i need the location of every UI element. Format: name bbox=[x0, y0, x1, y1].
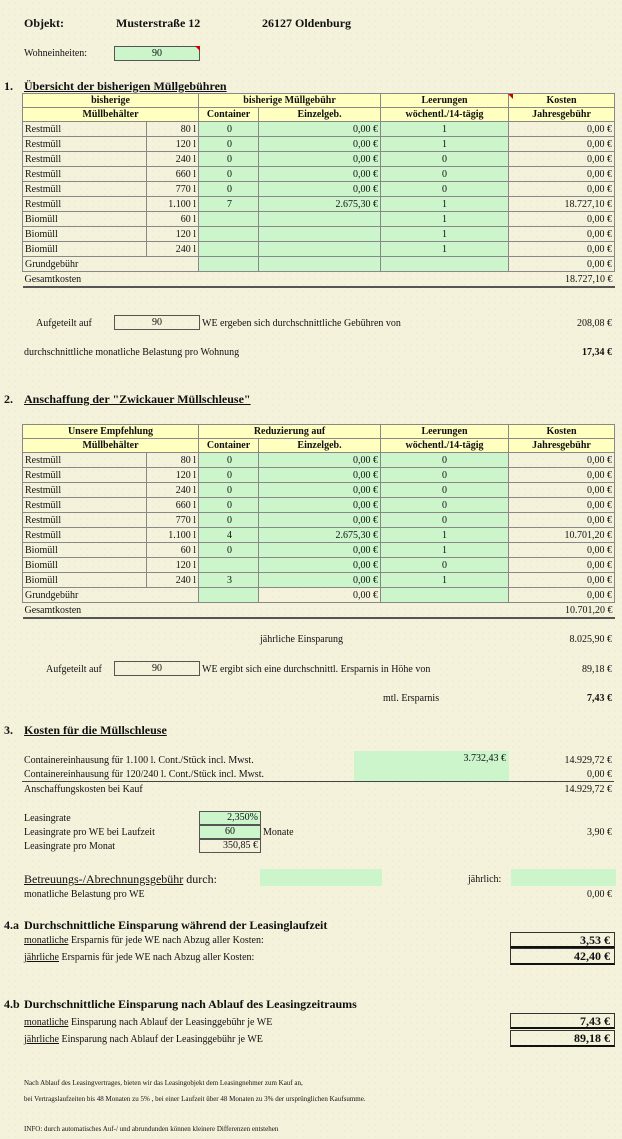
s4a-monthly-label bbox=[24, 935, 264, 946]
note-1: Nach Ablauf des Leasingvertrages, bieten wir das Leasingobjekt dem Leasingnehmer zum Kauf an, bbox=[24, 1079, 303, 1087]
bin-size: 60 l bbox=[147, 543, 199, 558]
gesamt-value: 18.727,10 € bbox=[509, 272, 615, 288]
aufgeteilt2-input[interactable]: 90 bbox=[114, 661, 200, 676]
table-row bbox=[23, 167, 615, 182]
bin-type: Restmüll bbox=[23, 167, 147, 182]
table-row-total bbox=[23, 272, 615, 288]
bin-size: 120 l bbox=[147, 137, 199, 152]
leasing-monat-label: Leasingrate pro Monat bbox=[24, 841, 116, 852]
col-header: Einzelgeb. bbox=[259, 439, 381, 453]
mtl-value: 7,43 € bbox=[587, 693, 612, 704]
einzel-gebuehr[interactable]: 0,00 € bbox=[259, 513, 381, 528]
betreuung-label-main: Betreuungs-/Abrechnungsgebühr bbox=[24, 872, 184, 886]
jahresgebuehr: 0,00 € bbox=[509, 453, 615, 468]
bin-type: Restmüll bbox=[23, 122, 147, 137]
s4b-yearly-value: 89,18 € bbox=[510, 1030, 615, 1047]
jahresgebuehr: 0,00 € bbox=[509, 558, 615, 573]
note-info: INFO: durch automatisches Auf-/ und abrundunden können kleinere Differenzen entstehen bbox=[24, 1125, 279, 1133]
s4b-monthly-label bbox=[24, 1017, 272, 1028]
container-count[interactable]: 0 bbox=[199, 453, 259, 468]
section-1-title: Übersicht der bisherigen Müllgebühren bbox=[24, 79, 227, 93]
kauf-label: Anschaffungskosten bei Kauf bbox=[24, 784, 143, 795]
jahresgebuehr: 0,00 € bbox=[509, 122, 615, 137]
einzel-gebuehr[interactable]: 0,00 € bbox=[259, 167, 381, 182]
aufgeteilt2-result: 89,18 € bbox=[582, 664, 612, 675]
betreuung-label bbox=[24, 872, 217, 887]
jahresgebuehr: 18.727,10 € bbox=[509, 197, 615, 212]
s4b-yearly-word: jährliche bbox=[24, 1034, 59, 1045]
einzel-gebuehr[interactable]: 0,00 € bbox=[259, 558, 381, 573]
table-1 bbox=[22, 93, 615, 288]
table-row bbox=[23, 453, 615, 468]
table-row bbox=[23, 257, 615, 272]
col-header: Kosten bbox=[509, 94, 615, 108]
s4a-yearly-word: jährliche bbox=[24, 952, 59, 963]
table-row-total bbox=[23, 603, 615, 619]
grund-einzel: 0,00 € bbox=[259, 588, 381, 603]
s4a-monthly-text: Ersparnis für jede WE nach Abzug aller Kosten: bbox=[68, 935, 264, 946]
table-row bbox=[23, 468, 615, 483]
leasingrate-label: Leasingrate bbox=[24, 813, 71, 824]
bin-size: 120 l bbox=[147, 558, 199, 573]
table-row bbox=[23, 573, 615, 588]
bin-type: Biomüll bbox=[23, 543, 147, 558]
aufgeteilt2-text: WE ergibt sich eine durchschnittl. Ersparnis in Höhe von bbox=[202, 664, 431, 675]
bin-size: 240 l bbox=[147, 242, 199, 257]
leerungen[interactable]: 1 bbox=[381, 227, 509, 242]
monat-text: durchschnittliche monatliche Belastung pro Wohnung bbox=[24, 347, 240, 358]
col-header: wöchentl./14-tägig bbox=[381, 439, 509, 453]
container-count[interactable]: 3 bbox=[199, 573, 259, 588]
section-4a-number: 4.a bbox=[4, 918, 19, 932]
leerungen[interactable]: 0 bbox=[381, 513, 509, 528]
table-row bbox=[23, 227, 615, 242]
jaehrlich-label: jährlich: bbox=[468, 874, 502, 885]
table-row bbox=[23, 558, 615, 573]
bin-type: Biomüll bbox=[23, 573, 147, 588]
jahresgebuehr: 0,00 € bbox=[509, 543, 615, 558]
bin-type: Restmüll bbox=[23, 483, 147, 498]
col-header: Container bbox=[199, 439, 259, 453]
leerungen[interactable]: 0 bbox=[381, 152, 509, 167]
section-4b-title: Durchschnittliche Einsparung nach Ablauf des Leasingzeitraums bbox=[24, 997, 357, 1011]
col-header: Jahresgebühr bbox=[509, 439, 615, 453]
bin-type: Restmüll bbox=[23, 498, 147, 513]
bin-size: 240 l bbox=[147, 152, 199, 167]
jahresgebuehr: 0,00 € bbox=[509, 468, 615, 483]
mon-belastung-value: 0,00 € bbox=[587, 889, 612, 900]
section-3-title: Kosten für die Müllschleuse bbox=[24, 723, 167, 737]
col-header: Müllbehälter bbox=[23, 439, 199, 453]
s4b-yearly-text: Einsparung nach Ablauf der Leasinggebühr je WE bbox=[58, 1034, 263, 1045]
mtl-label: mtl. Ersparnis bbox=[383, 693, 440, 704]
einzel-gebuehr[interactable]: 2.675,30 € bbox=[259, 197, 381, 212]
table-2 bbox=[22, 424, 615, 619]
aufgeteilt-text: WE ergeben sich durchschnittliche Gebühren von bbox=[202, 318, 401, 329]
col-header: Jahresgebühr bbox=[509, 108, 615, 122]
einzel-gebuehr[interactable]: 0,00 € bbox=[259, 137, 381, 152]
bin-type: Restmüll bbox=[23, 182, 147, 197]
grund-label: Grundgebühr bbox=[23, 257, 199, 272]
gesamt-label: Gesamtkosten bbox=[23, 272, 199, 288]
bin-size: 1.100 l bbox=[147, 528, 199, 543]
betreuung-label-suffix: durch: bbox=[183, 872, 217, 886]
laufzeit-input[interactable]: 60 bbox=[199, 825, 261, 839]
section-4a-title: Durchschnittliche Einsparung während der Leasinglaufzeit bbox=[24, 918, 328, 932]
bin-size: 80 l bbox=[147, 122, 199, 137]
gesamt-value: 10.701,20 € bbox=[509, 603, 615, 619]
jahresgebuehr: 0,00 € bbox=[509, 513, 615, 528]
container-count[interactable]: 0 bbox=[199, 513, 259, 528]
bin-size: 80 l bbox=[147, 453, 199, 468]
monate-label: Monate bbox=[263, 827, 294, 838]
bin-size: 660 l bbox=[147, 167, 199, 182]
table-row bbox=[23, 543, 615, 558]
jahresgebuehr: 0,00 € bbox=[509, 498, 615, 513]
leasing-monat-value: 350,85 € bbox=[199, 839, 261, 853]
jahresgebuehr: 0,00 € bbox=[509, 573, 615, 588]
col-header: Leerungen bbox=[381, 94, 509, 108]
container-count[interactable]: 0 bbox=[199, 498, 259, 513]
container-count[interactable]: 0 bbox=[199, 483, 259, 498]
col-header: Müllbehälter bbox=[23, 108, 199, 122]
gesamt-label: Gesamtkosten bbox=[23, 603, 199, 619]
table-row bbox=[23, 483, 615, 498]
objekt-label: Objekt: bbox=[24, 16, 64, 30]
leerungen[interactable]: 0 bbox=[381, 182, 509, 197]
s4b-monthly-word: monatliche bbox=[24, 1017, 69, 1028]
container-240-value: 0,00 € bbox=[587, 769, 612, 780]
s4a-yearly-text: Ersparnis für jede WE nach Abzug aller Kosten: bbox=[58, 952, 255, 963]
container-1100-value: 14.929,72 € bbox=[564, 755, 612, 766]
col-header: Container bbox=[199, 108, 259, 122]
jahresgebuehr: 0,00 € bbox=[509, 137, 615, 152]
leerungen[interactable]: 1 bbox=[381, 212, 509, 227]
table-row bbox=[23, 122, 615, 137]
einzel-gebuehr[interactable]: 0,00 € bbox=[259, 182, 381, 197]
bin-type: Biomüll bbox=[23, 558, 147, 573]
bin-size: 1.100 l bbox=[147, 197, 199, 212]
container-1100-label: Containereinhausung für 1.100 l. Cont./Stück incl. Mwst. bbox=[24, 755, 254, 766]
einzel-gebuehr[interactable]: 0,00 € bbox=[259, 468, 381, 483]
jahresgebuehr: 0,00 € bbox=[509, 167, 615, 182]
bin-size: 770 l bbox=[147, 513, 199, 528]
col-header: Kosten bbox=[509, 425, 615, 439]
col-header: Leerungen bbox=[381, 425, 509, 439]
bin-type: Biomüll bbox=[23, 212, 147, 227]
bin-size: 60 l bbox=[147, 212, 199, 227]
grund-value: 0,00 € bbox=[509, 588, 615, 603]
col-header: Unsere Empfehlung bbox=[23, 425, 199, 439]
container-count[interactable]: 7 bbox=[199, 197, 259, 212]
s4a-yearly-value: 42,40 € bbox=[510, 948, 615, 965]
leerungen[interactable]: 0 bbox=[381, 468, 509, 483]
container-count[interactable] bbox=[199, 227, 259, 242]
container-count[interactable]: 4 bbox=[199, 528, 259, 543]
jaehrlich-input[interactable] bbox=[511, 869, 616, 886]
table-row bbox=[23, 528, 615, 543]
container-count[interactable]: 0 bbox=[199, 182, 259, 197]
einzel-gebuehr[interactable]: 0,00 € bbox=[259, 483, 381, 498]
section-2-title: Anschaffung der "Zwickauer Müllschleuse" bbox=[24, 392, 251, 406]
leerungen[interactable]: 1 bbox=[381, 137, 509, 152]
grund-leer-cell[interactable] bbox=[381, 588, 509, 603]
leasingrate-input[interactable]: 2,350% bbox=[199, 811, 261, 825]
bin-type: Restmüll bbox=[23, 197, 147, 212]
col-header: wöchentl./14-tägig bbox=[381, 108, 509, 122]
divider bbox=[22, 781, 614, 782]
container-count[interactable]: 0 bbox=[199, 167, 259, 182]
container-240-unit-input[interactable] bbox=[354, 768, 509, 781]
einzel-gebuehr[interactable] bbox=[259, 212, 381, 227]
aufgeteilt2-label: Aufgeteilt auf bbox=[46, 664, 102, 675]
aufgeteilt-label: Aufgeteilt auf bbox=[36, 318, 92, 329]
grund-leer-cell[interactable] bbox=[381, 257, 509, 272]
grund-einzel-cell[interactable] bbox=[259, 257, 381, 272]
note-2: bei Vertragslaufzeiten bis 48 Monaten zu 5% , bei einer Laufzeit über 48 Monaten zu 3% der ursprünglichen Kaufsumme. bbox=[24, 1095, 366, 1103]
col-header: Einzelgeb. bbox=[259, 108, 381, 122]
einzel-gebuehr[interactable]: 0,00 € bbox=[259, 152, 381, 167]
betreuung-input[interactable] bbox=[260, 869, 382, 886]
bin-type: Restmüll bbox=[23, 152, 147, 167]
leerungen[interactable]: 0 bbox=[381, 498, 509, 513]
leerungen[interactable]: 1 bbox=[381, 528, 509, 543]
leerungen[interactable]: 1 bbox=[381, 197, 509, 212]
bin-type: Restmüll bbox=[23, 137, 147, 152]
einzel-gebuehr[interactable]: 0,00 € bbox=[259, 453, 381, 468]
container-count[interactable]: 0 bbox=[199, 152, 259, 167]
city: 26127 Oldenburg bbox=[262, 16, 352, 30]
leerungen[interactable]: 1 bbox=[381, 122, 509, 137]
bin-type: Restmüll bbox=[23, 453, 147, 468]
container-count[interactable]: 0 bbox=[199, 137, 259, 152]
container-1100-unit-input[interactable]: 3.732,43 € bbox=[354, 751, 509, 769]
comment-marker bbox=[195, 46, 200, 51]
table-row bbox=[23, 137, 615, 152]
grund-label: Grundgebühr bbox=[23, 588, 199, 603]
container-count[interactable]: 0 bbox=[199, 543, 259, 558]
leerungen[interactable]: 1 bbox=[381, 242, 509, 257]
leerungen[interactable]: 0 bbox=[381, 167, 509, 182]
leerungen[interactable]: 0 bbox=[381, 453, 509, 468]
table-row bbox=[23, 197, 615, 212]
grund-value: 0,00 € bbox=[509, 257, 615, 272]
jahresgebuehr: 0,00 € bbox=[509, 242, 615, 257]
einzel-gebuehr[interactable]: 0,00 € bbox=[259, 122, 381, 137]
einzel-gebuehr[interactable] bbox=[259, 227, 381, 242]
s4a-yearly-label bbox=[24, 952, 254, 963]
section-3-number: 3. bbox=[4, 723, 13, 737]
mon-belastung-label: monatliche Belastung pro WE bbox=[24, 889, 145, 900]
table-row bbox=[23, 152, 615, 167]
einzel-gebuehr[interactable]: 0,00 € bbox=[259, 498, 381, 513]
bin-size: 770 l bbox=[147, 182, 199, 197]
bin-size: 120 l bbox=[147, 227, 199, 242]
jahresgebuehr: 0,00 € bbox=[509, 227, 615, 242]
grund-container-cell[interactable] bbox=[199, 257, 259, 272]
bin-type: Restmüll bbox=[23, 513, 147, 528]
wohneinheiten-label: Wohneinheiten: bbox=[24, 48, 88, 59]
bin-size: 660 l bbox=[147, 498, 199, 513]
street: Musterstraße 12 bbox=[116, 16, 201, 30]
table-row bbox=[23, 212, 615, 227]
monat-value: 17,34 € bbox=[582, 347, 612, 358]
section-1-number: 1. bbox=[4, 79, 13, 93]
container-count[interactable] bbox=[199, 558, 259, 573]
s4b-yearly-label bbox=[24, 1034, 263, 1045]
einzel-gebuehr[interactable]: 0,00 € bbox=[259, 573, 381, 588]
bin-size: 240 l bbox=[147, 483, 199, 498]
einsparung-value: 8.025,90 € bbox=[569, 634, 612, 645]
jahresgebuehr: 0,00 € bbox=[509, 152, 615, 167]
wohneinheiten-input[interactable]: 90 bbox=[114, 46, 200, 61]
container-count[interactable]: 0 bbox=[199, 122, 259, 137]
table-row bbox=[23, 242, 615, 257]
grund-container-cell[interactable] bbox=[199, 588, 259, 603]
jahresgebuehr: 0,00 € bbox=[509, 182, 615, 197]
bin-size: 240 l bbox=[147, 573, 199, 588]
leerungen[interactable]: 1 bbox=[381, 573, 509, 588]
col-header: Reduzierung auf bbox=[199, 425, 381, 439]
jahresgebuehr: 0,00 € bbox=[509, 212, 615, 227]
s4b-monthly-value: 7,43 € bbox=[510, 1013, 615, 1029]
kauf-value: 14.929,72 € bbox=[564, 784, 612, 795]
leerungen[interactable]: 1 bbox=[381, 543, 509, 558]
s4a-monthly-word: monatliche bbox=[24, 935, 69, 946]
bin-type: Restmüll bbox=[23, 528, 147, 543]
bin-type: Biomüll bbox=[23, 227, 147, 242]
container-count[interactable]: 0 bbox=[199, 468, 259, 483]
col-header: bisherige Müllgebühr bbox=[199, 94, 381, 108]
section-4b-number: 4.b bbox=[4, 997, 20, 1011]
einzel-gebuehr[interactable] bbox=[259, 242, 381, 257]
table-row bbox=[23, 588, 615, 603]
section-2-number: 2. bbox=[4, 392, 13, 406]
bin-type: Restmüll bbox=[23, 468, 147, 483]
table-row bbox=[23, 498, 615, 513]
aufgeteilt-input[interactable]: 90 bbox=[114, 315, 200, 330]
einzel-gebuehr[interactable]: 2.675,30 € bbox=[259, 528, 381, 543]
s4a-monthly-value: 3,53 € bbox=[510, 932, 615, 948]
einsparung-label: jährliche Einsparung bbox=[260, 634, 344, 645]
col-header: bisherige bbox=[23, 94, 199, 108]
jahresgebuehr: 0,00 € bbox=[509, 483, 615, 498]
table-row bbox=[23, 182, 615, 197]
table-row bbox=[23, 513, 615, 528]
einzel-gebuehr[interactable]: 0,00 € bbox=[259, 543, 381, 558]
bin-size: 120 l bbox=[147, 468, 199, 483]
container-240-label: Containereinhausung für 120/240 l. Cont./Stück incl. Mwst. bbox=[24, 769, 264, 780]
comment-marker bbox=[508, 94, 513, 99]
leasing-we-value: 3,90 € bbox=[587, 827, 612, 838]
leerungen[interactable]: 0 bbox=[381, 483, 509, 498]
leerungen[interactable]: 0 bbox=[381, 558, 509, 573]
bin-type: Biomüll bbox=[23, 242, 147, 257]
leasing-we-label: Leasingrate pro WE bei Laufzeit bbox=[24, 827, 155, 838]
s4b-monthly-text: Einsparung nach Ablauf der Leasinggebühr je WE bbox=[68, 1017, 273, 1028]
container-count[interactable] bbox=[199, 212, 259, 227]
container-count[interactable] bbox=[199, 242, 259, 257]
aufgeteilt-result: 208,08 € bbox=[577, 318, 612, 329]
jahresgebuehr: 10.701,20 € bbox=[509, 528, 615, 543]
